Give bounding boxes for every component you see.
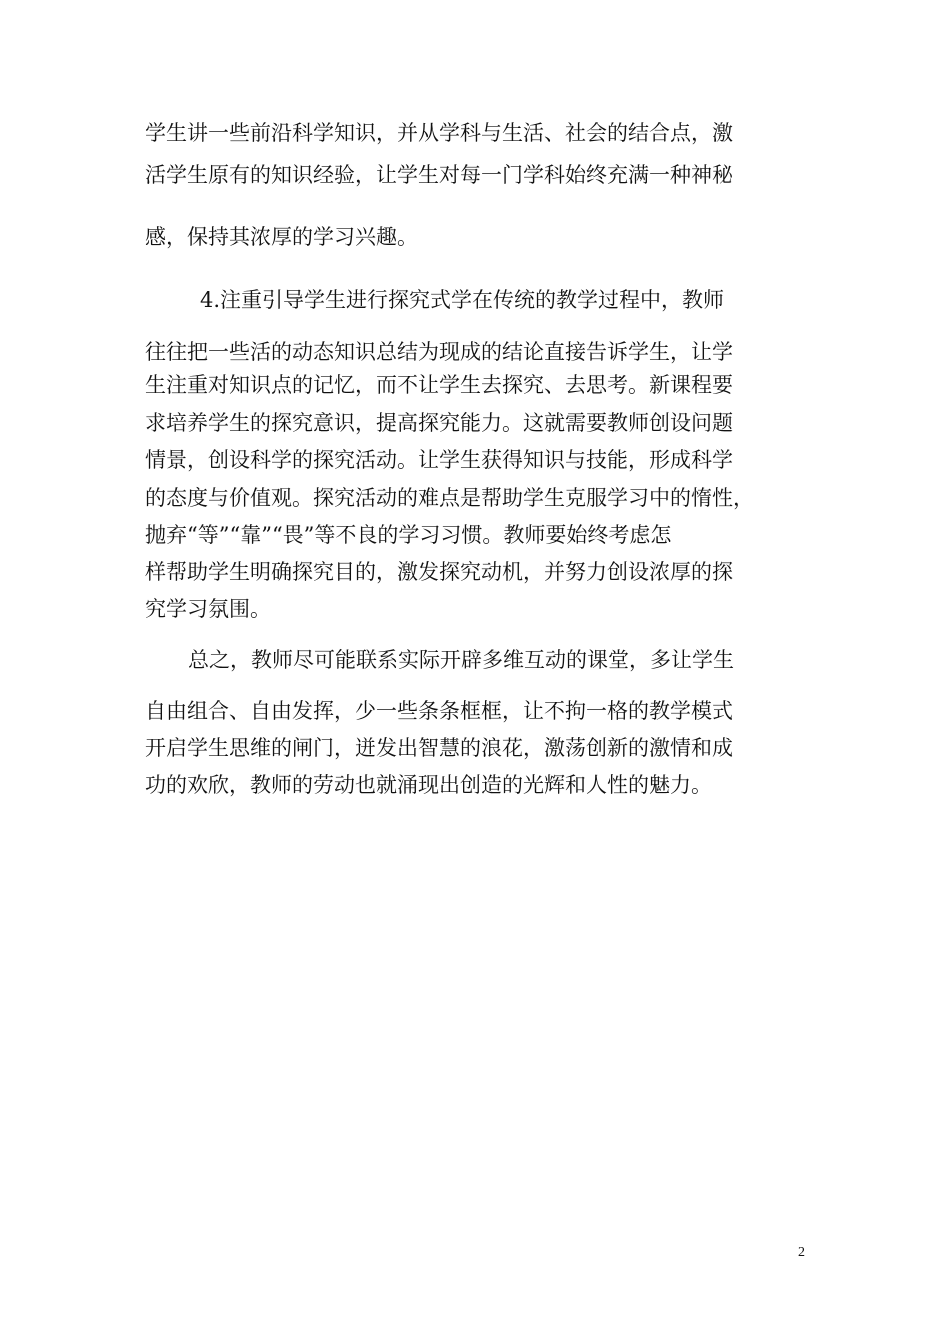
text-line: 学生讲一些前沿科学知识，并从学科与生活、社会的结合点，激 xyxy=(145,121,733,145)
text-line: 样帮助学生明确探究目的，激发探究动机，并努力创设浓厚的探 xyxy=(145,560,733,584)
text-line: 往往把一些活的动态知识总结为现成的结论直接告诉学生，让学 xyxy=(145,340,733,364)
text-line: 究学习氛围。 xyxy=(145,597,271,621)
text-line: 功的欢欣，教师的劳动也就涌现出创造的光辉和人性的魅力。 xyxy=(145,773,712,797)
text-line: 情景，创设科学的探究活动。让学生获得知识与技能，形成科学 xyxy=(145,448,733,472)
text-line: 开启学生思维的闸门，迸发出智慧的浪花，激荡创新的激情和成 xyxy=(145,736,733,760)
text-line: 的态度与价值观。探究活动的难点是帮助学生克服学习中的惰性， xyxy=(145,486,754,510)
text-line: 抛弃“等”“靠”“畏”等不良的学习习惯。教师要始终考虑怎 xyxy=(145,523,672,547)
text-line: 4.注重引导学生进行探究式学在传统的教学过程中，教师 xyxy=(200,288,725,312)
text-line: 生注重对知识点的记忆，而不让学生去探究、去思考。新课程要 xyxy=(145,373,733,397)
text-line: 感，保持其浓厚的学习兴趣。 xyxy=(145,225,418,249)
text-line: 总之，教师尽可能联系实际开辟多维互动的课堂，多让学生 xyxy=(188,648,734,672)
text-line: 活学生原有的知识经验，让学生对每一门学科始终充满一种神秘 xyxy=(145,163,733,187)
text-line: 求培养学生的探究意识，提高探究能力。这就需要教师创设问题 xyxy=(145,411,733,435)
text-line: 自由组合、自由发挥，少一些条条框框，让不拘一格的教学模式 xyxy=(145,699,733,723)
page-number: 2 xyxy=(798,1245,805,1260)
